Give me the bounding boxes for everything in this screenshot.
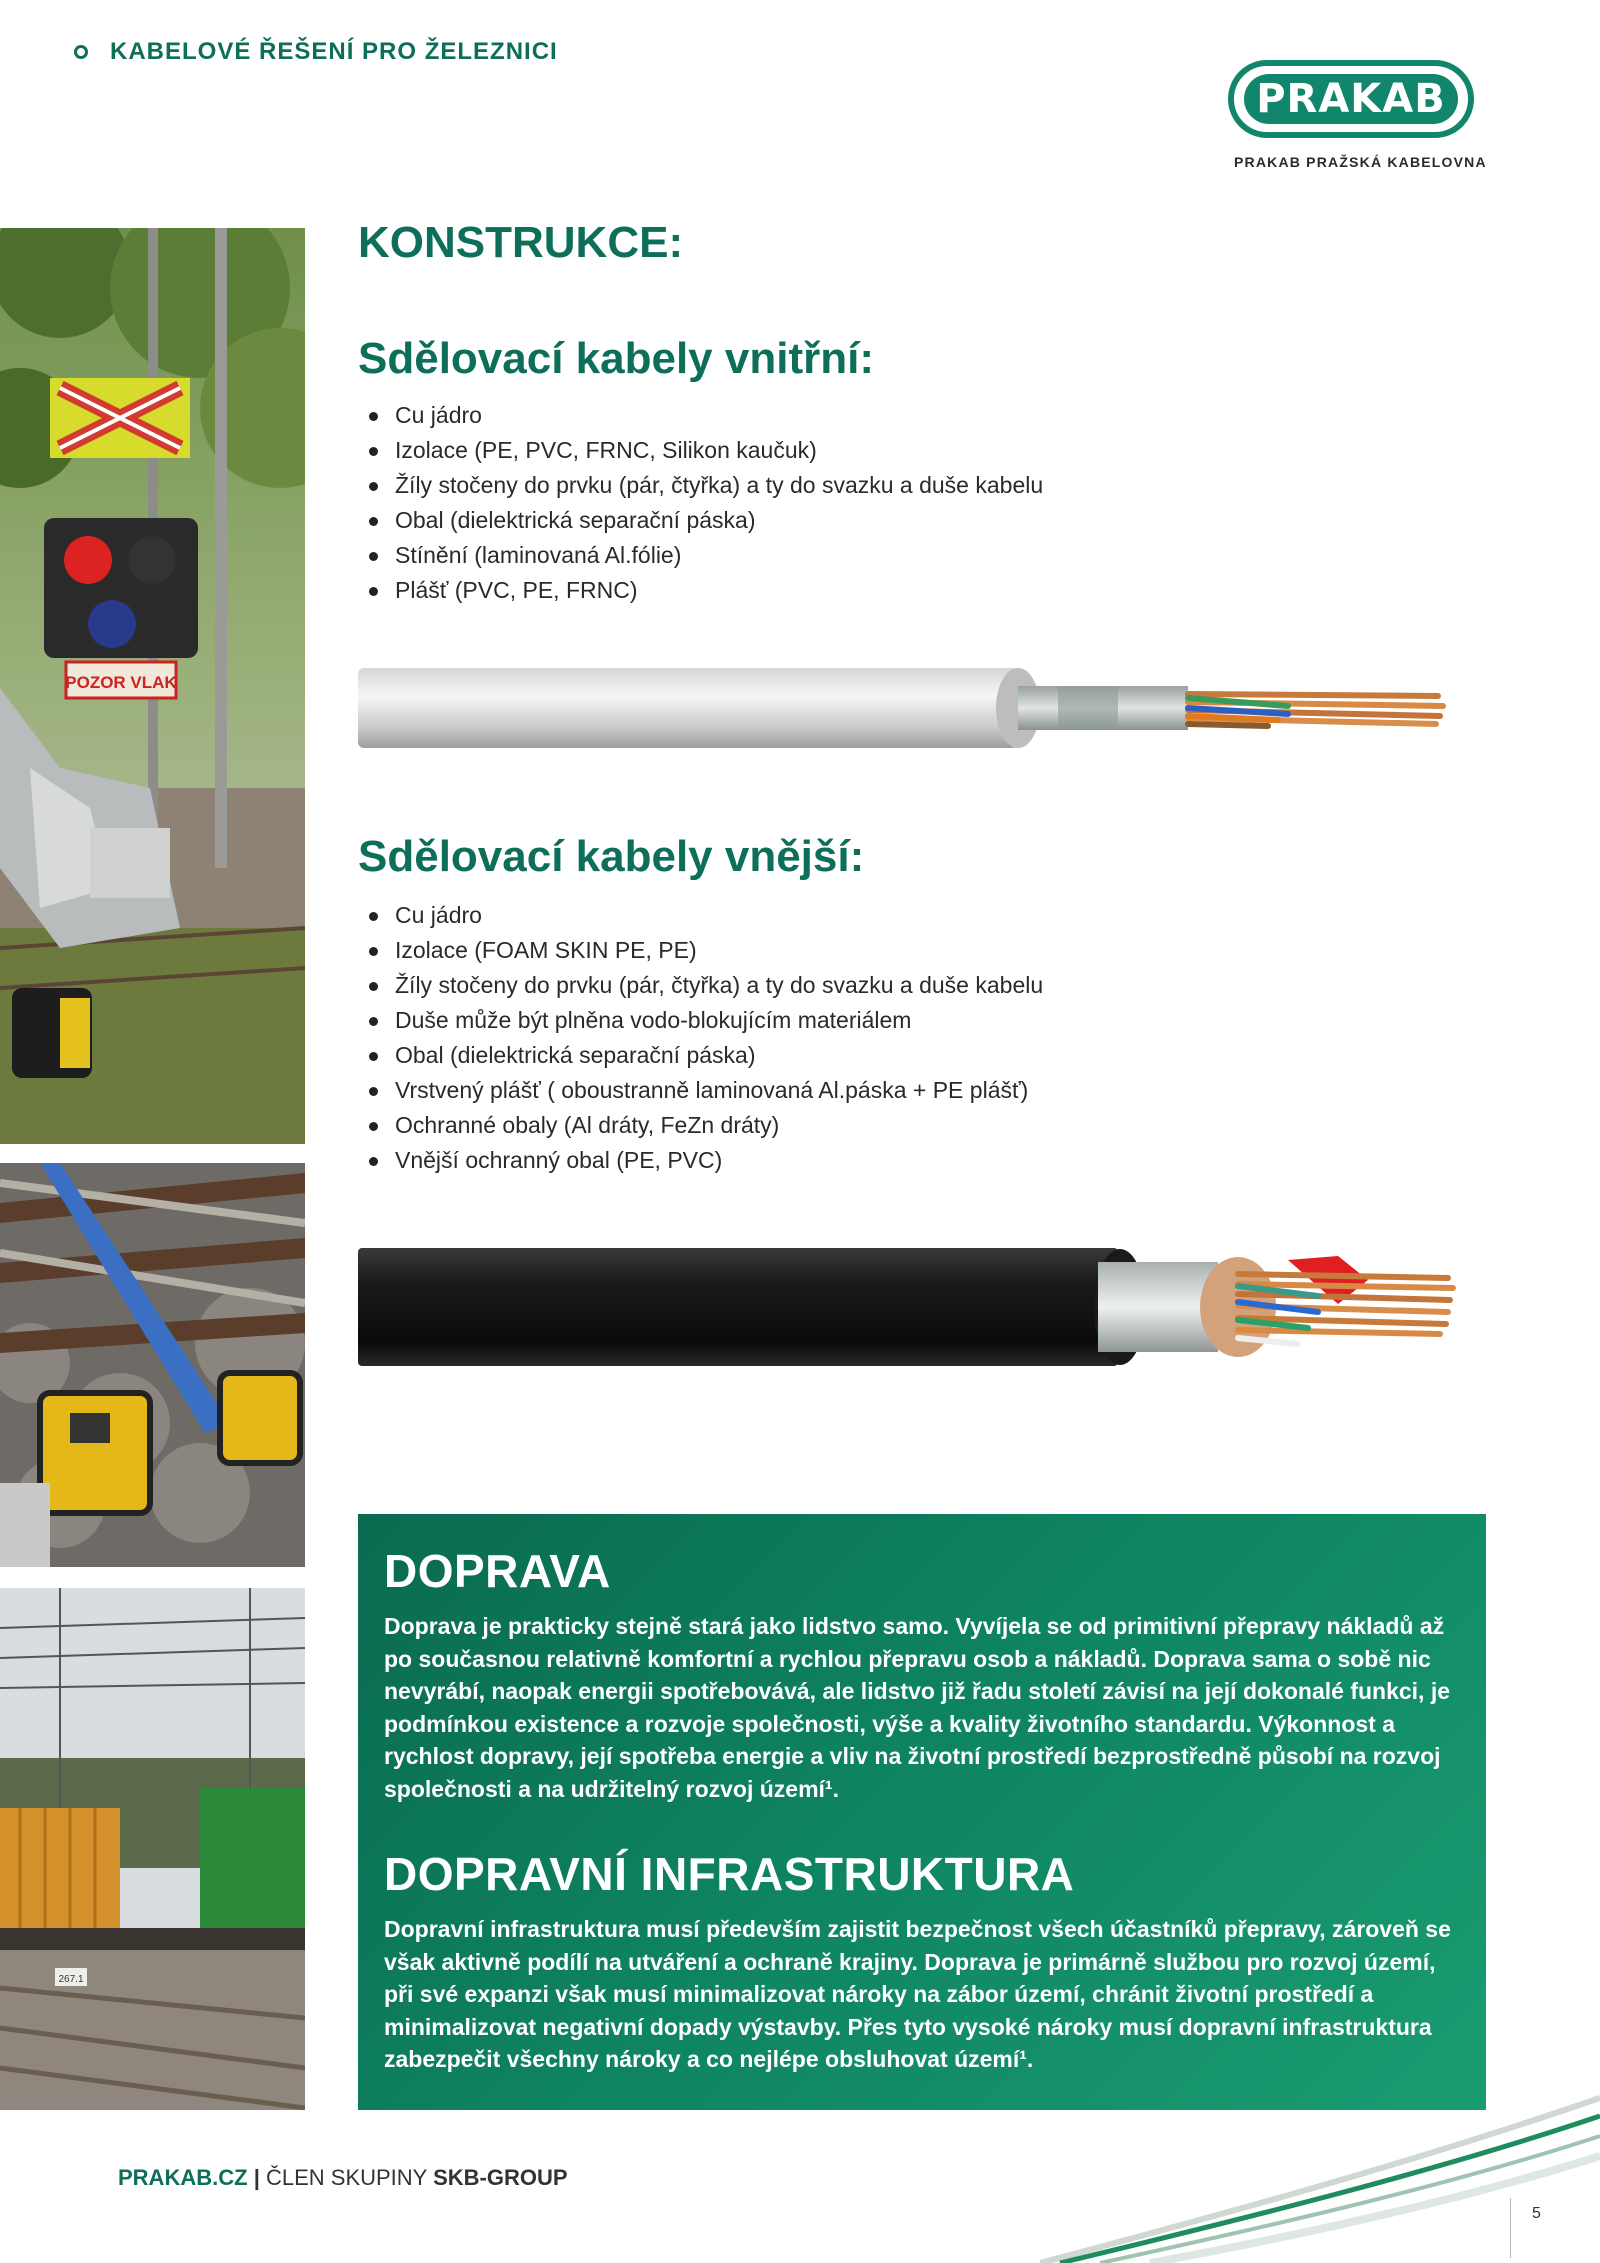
footer-site-link[interactable]: PRAKAB.CZ bbox=[118, 2165, 248, 2190]
list-item: Žíly stočeny do prvku (pár, čtyřka) a ty do svazku a duše kabelu bbox=[366, 968, 1043, 1003]
list-internal-cables bbox=[366, 398, 1043, 608]
list-item: Izolace (FOAM SKIN PE, PE) bbox=[366, 933, 1043, 968]
logo-badge bbox=[1228, 60, 1474, 138]
logo-inner bbox=[1244, 74, 1458, 124]
photo-railway-crossing bbox=[0, 228, 305, 1144]
photo-freight-train bbox=[0, 1588, 305, 2110]
heading-dopravni-infrastruktura: DOPRAVNÍ INFRASTRUKTURA bbox=[384, 1848, 1075, 1900]
list-item: Izolace (PE, PVC, FRNC, Silikon kaučuk) bbox=[366, 433, 1043, 468]
section-title-konstrukce: KONSTRUKCE: bbox=[358, 218, 684, 267]
image-external-cable bbox=[358, 1220, 1488, 1400]
sign-pozor-vlak: POZOR VLAK bbox=[65, 673, 177, 692]
footer-member: ČLEN SKUPINY bbox=[265, 2165, 427, 2190]
prakab-logo[interactable] bbox=[1228, 60, 1474, 142]
paragraph-doprava: Doprava je prakticky stejně stará jako lidstvo samo. Vyvíjela se od primitivní přepravy nákladů až po současnou relativně komfortní a rychlou přepravu osob a nákladů. Doprava sama o sobě nic nevyrábí, naopak energii spotřebovává, ale lidstvo již řadu století závisí na její dokonalé funkci, je podmínkou existence a rozvoje společnosti, výše a kvality životního standardu. Výkonnost a rychlost dopravy, její spotřeba energie a vliv na životní prostředí bezprostředně působí na rozvoj společnosti a na udržitelný rozvoj území¹. bbox=[384, 1613, 1451, 1802]
heading-internal-cables: Sdělovací kabely vnitřní: bbox=[358, 334, 874, 383]
list-item: Duše může být plněna vodo-blokujícím materiálem bbox=[366, 1003, 1043, 1038]
footer-group: SKB-GROUP bbox=[433, 2165, 568, 2190]
list-item: Ochranné obaly (Al dráty, FeZn dráty) bbox=[366, 1108, 1043, 1143]
page-number-rule bbox=[1510, 2198, 1511, 2258]
heading-doprava: DOPRAVA bbox=[384, 1545, 611, 1597]
page-number: 5 bbox=[1532, 2205, 1541, 2222]
circle-bullet-icon bbox=[74, 45, 88, 59]
list-item: Cu jádro bbox=[366, 398, 1043, 433]
image-internal-cable bbox=[358, 636, 1488, 776]
list-item: Plášť (PVC, PE, FRNC) bbox=[366, 573, 1043, 608]
footer-separator: | bbox=[253, 2165, 260, 2190]
list-item: Obal (dielektrická separační páska) bbox=[366, 503, 1043, 538]
logo-wordmark: PRAKAB bbox=[1256, 76, 1446, 122]
info-box-doprava bbox=[358, 1514, 1486, 2110]
list-item: Vnější ochranný obal (PE, PVC) bbox=[366, 1143, 1043, 1178]
list-item: Cu jádro bbox=[366, 898, 1043, 933]
footer bbox=[118, 2165, 568, 2191]
heading-external-cables: Sdělovací kabely vnější: bbox=[358, 832, 865, 881]
list-item: Stínění (laminovaná Al.fólie) bbox=[366, 538, 1043, 573]
list-external-cables bbox=[366, 898, 1043, 1178]
logo-subtitle: PRAKAB PRAŽSKÁ KABELOVNA bbox=[1234, 154, 1487, 170]
photo-track-cable bbox=[0, 1163, 305, 1567]
list-item: Obal (dielektrická separační páska) bbox=[366, 1038, 1043, 1073]
km-marker: 267.1 bbox=[58, 1974, 84, 1985]
list-item: Vrstvený plášť ( oboustranně laminovaná Al.páska + PE plášť) bbox=[366, 1073, 1043, 1108]
decorative-swoosh bbox=[1040, 2090, 1600, 2263]
paragraph-infrastruktura: Dopravní infrastruktura musí především zajistit bezpečnost všech účastníků přepravy, zároveň se však aktivně podílí na utváření a ochraně krajiny. Doprava je primárně službou pro rozvoj území, při své expanzi však musí minimalizovat nároky na zábor území, chránit životní prostředí a minimalizovat negativní dopady výstavby. Přes tyto vysoké nároky musí dopravní infrastruktura zabezpečit všechny nároky a co nejlépe obsluhovat území¹. bbox=[384, 1916, 1451, 2072]
list-item: Žíly stočeny do prvku (pár, čtyřka) a ty do svazku a duše kabelu bbox=[366, 468, 1043, 503]
running-header bbox=[74, 38, 558, 66]
header-title: KABELOVÉ ŘEŠENÍ PRO ŽELEZNICI bbox=[110, 38, 558, 65]
